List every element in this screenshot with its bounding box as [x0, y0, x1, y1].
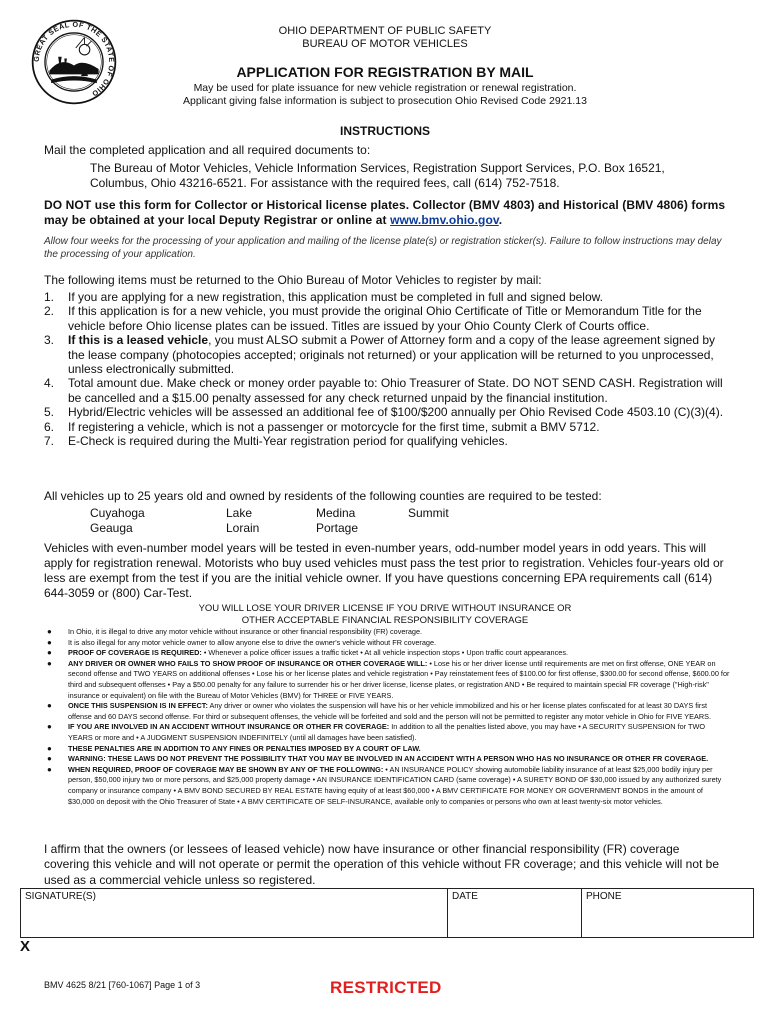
- county-lorain: Lorain: [226, 521, 260, 535]
- item-number: 1.: [44, 290, 55, 304]
- bullet-icon: ●: [47, 637, 52, 647]
- item-number: 2.: [44, 304, 55, 319]
- item-text: , you must ALSO submit a Power of Attorney form and a copy of the lease agreement signed by the lease company (photocopies accepted; originals not returned) or your application will be returned to you unprocessed, unless electronically submitted.: [68, 333, 716, 377]
- item-text: Total amount due. Make check or money order payable to: Ohio Treasurer of State. DO NOT SEND CASH. Registration will be cancelled and a $15.00 penalty assessed for any check returned unpaid by the financial institution.: [68, 376, 723, 405]
- bullet-text: • Lose his or her driver license until requirements are met on first offense, ONE YEAR on second offense and TWO YEARS on additional offenses • Lose his or her license plates and vehicle registration • Pay reinstatement fees of $100.00 for first offense, $300.00 for second offense, $600.00 for third and subsequent offenses • Pay a $50.00 penalty for any failure to surrender his or her driver license, license plates, or registration AND • Be required to maintain special FR coverage ("High-risk" insurance or equivalent) on file with the Bureau of Motor Vehicles (BMV) for THREE or FIVE YEARS.: [68, 658, 730, 700]
- date-field[interactable]: [447, 889, 582, 937]
- bullet-text: In Ohio, it is illegal to drive any motor vehicle without insurance or other financial responsibility (FR) coverage.: [68, 627, 423, 636]
- phone-field[interactable]: [581, 889, 754, 937]
- item-number: 5.: [44, 405, 55, 420]
- bullet-text: In addition to all the penalties listed above, you may have • A SECURITY SUSPENSION for TWO YEARS or more and • A JUDGMENT SUSPENSION INDEFINITELY (until all damages have been satisfied).: [68, 722, 706, 742]
- item-number: 7.: [44, 434, 55, 449]
- form-subtitle-1: May be used for plate issuance for new vehicle registration or renewal registration.: [193, 82, 577, 94]
- mailing-address: The Bureau of Motor Vehicles, Vehicle Information Services, Registration Support Services, P.O. Box 16521, Columbus, Ohio 43216-6521. For assistance with the required fees, call (614) 752-7518.: [90, 161, 665, 190]
- bullet-icon: ●: [47, 764, 52, 774]
- list-item: [44, 304, 726, 333]
- mail-intro: Mail the completed application and all required documents to:: [44, 143, 371, 157]
- svg-text:GREAT SEAL OF THE STATE OF OHI: GREAT SEAL OF THE STATE OF OHIO: [31, 19, 117, 99]
- warning-text: DO NOT use this form for Collector or Historical license plates. Collector (BMV 4803) and Historical (BMV 4806) forms may be obtained at your local Deputy Registrar or online at: [44, 198, 726, 227]
- emissions-paragraph: Vehicles with even-number model years will be tested in even-number years, odd-number model years in odd years. This will apply for registration renewal. Motorists who buy used vehicles must pass the test prior to registration. Vehicles four-years old or less are exempt from the test if you are the initial vehicle owner. If you have questions concerning EPA requirements call (614) 644-3059 or (800) Car-Test.: [44, 541, 724, 600]
- date-label: DATE: [452, 891, 478, 902]
- list-item: [44, 754, 730, 765]
- item-text: Hybrid/Electric vehicles will be assessed an additional fee of $100/$200 annually per Ohio Revised Code 4503.10 (C)(3)(4).: [68, 405, 724, 420]
- form-id-footer: BMV 4625 8/21 [760-1067] Page 1 of 3: [44, 980, 201, 990]
- county-cuyahoga: Cuyahoga: [90, 506, 145, 520]
- list-item: [44, 290, 726, 304]
- form-subtitle-2: Applicant giving false information is subject to prosecution Ohio Revised Code 2921.13: [183, 95, 587, 107]
- list-item: [44, 333, 726, 376]
- form-title: APPLICATION FOR REGISTRATION BY MAIL: [236, 64, 534, 80]
- signature-x-mark[interactable]: X: [20, 938, 31, 955]
- bullet-icon: ●: [47, 658, 52, 668]
- bullet-icon: ●: [47, 722, 52, 732]
- bullet-icon: ●: [47, 754, 52, 764]
- bullet-icon: ●: [47, 743, 52, 753]
- bullet-bold-text: IF YOU ARE INVOLVED IN AN ACCIDENT WITHOUT INSURANCE OR OTHER FR COVERAGE:: [68, 722, 390, 732]
- bullet-bold-text: WARNING: THESE LAWS DO NOT PREVENT THE POSSIBILITY THAT YOU MAY BE INVOLVED IN AN ACCIDENT WITH A PERSON WHO HAS NO INSURANCE OR OTHER FR COVERAGE.: [68, 754, 709, 764]
- state-seal-icon: [30, 18, 118, 106]
- bullet-text: Any driver or owner who violates the suspension will have his or her vehicle immobilized and his or her license plates confiscated for at least 30 DAYS first offense and 60 DAYS second offense. For third or subsequent offenses, the vehicle will be forfeited and sold and the person will not be permitted to register any motor vehicle in Ohio for FIVE YEARS.: [68, 701, 712, 721]
- bullet-text: • AN INSURANCE POLICY showing automobile liability insurance of at least $25,000 bodily injury per person, $50,000 injury two or more persons, and $25,000 property damage • AN INSURANCE IDENTIFICATION CARD (same coverage) • A SURETY BOND OF $30,000 issued by any authorized surety company or insurance company • A BMV BOND SECURED BY REAL ESTATE having equity of at least $60,000 • A BMV CERTIFICATE FOR MONEY OR GOVERNMENT BONDS in the amount of $30,000 on deposit with the Ohio Treasurer of State • A BMV CERTIFICATE OF SELF-INSURANCE, available only to companies or persons who own at least twenty-six motor vehicles.: [68, 764, 722, 806]
- list-item: [44, 420, 726, 434]
- bullet-icon: ●: [47, 701, 52, 711]
- required-items-intro: The following items must be returned to the Ohio Bureau of Motor Vehicles to register by mail:: [44, 273, 542, 287]
- bullet-icon: ●: [47, 627, 52, 636]
- item-number: 4.: [44, 376, 55, 391]
- phone-label: PHONE: [586, 891, 622, 902]
- signature-label: SIGNATURE(S): [25, 891, 96, 902]
- list-item: [44, 376, 726, 405]
- restricted-stamp: RESTRICTED: [330, 978, 442, 997]
- item-text: If you are applying for a new registration, this application must be completed in full and signed below.: [68, 290, 603, 304]
- bullet-bold-text: THESE PENALTIES ARE IN ADDITION TO ANY FINES OR PENALTIES IMPOSED BY A COURT OF LAW.: [68, 743, 421, 753]
- bullet-text: It is also illegal for any motor vehicle owner to allow anyone else to drive the owner's vehicle without FR coverage.: [68, 637, 437, 647]
- bureau-name: BUREAU OF MOTOR VEHICLES: [302, 38, 468, 50]
- warning-end: .: [498, 213, 503, 227]
- bullet-bold-text: ONCE THIS SUSPENSION IS IN EFFECT:: [68, 701, 208, 711]
- processing-time-note: Allow four weeks for the processing of your application and mailing of the license plate(s) or registration sticker(s). Failure to follow instructions may delay the processing of your application.: [44, 236, 722, 260]
- bullet-bold-text: ANY DRIVER OR OWNER WHO FAILS TO SHOW PROOF OF INSURANCE OR OTHER COVERAGE WILL:: [68, 658, 428, 668]
- insurance-bullets: [44, 627, 730, 807]
- list-item: [44, 701, 730, 722]
- signature-box: [20, 888, 754, 938]
- insurance-affirmation: I affirm that the owners (or lessees of leased vehicle) now have insurance or other financial responsibility (FR) coverage covering this vehicle and will not operate or permit the operation of this vehicle without FR coverage; and this vehicle will not be used as a commercial vehicle unless so registered.: [44, 842, 720, 887]
- list-item: [44, 638, 730, 649]
- insurance-heading-2: OTHER ACCEPTABLE FINANCIAL RESPONSIBILITY COVERAGE: [241, 615, 529, 626]
- emissions-test-intro: All vehicles up to 25 years old and owned by residents of the following counties are required to be tested:: [44, 489, 602, 503]
- insurance-heading-1: YOU WILL LOSE YOUR DRIVER LICENSE IF YOU DRIVE WITHOUT INSURANCE OR: [198, 603, 572, 614]
- county-lake: Lake: [226, 506, 253, 520]
- bullet-icon: ●: [47, 648, 52, 658]
- item-number: 6.: [44, 419, 55, 434]
- list-item: [44, 648, 730, 659]
- list-item: [44, 405, 726, 419]
- bullet-bold-text: PROOF OF COVERAGE IS REQUIRED:: [68, 648, 202, 658]
- county-medina: Medina: [316, 506, 356, 520]
- county-summit: Summit: [408, 506, 449, 520]
- county-portage: Portage: [316, 521, 359, 535]
- list-item: [44, 722, 730, 743]
- bullet-bold-text: WHEN REQUIRED, PROOF OF COVERAGE MAY BE SHOWN BY ANY OF THE FOLLOWING:: [68, 764, 384, 774]
- item-text: If registering a vehicle, which is not a passenger or motorcycle for the first time, submit a BMV 5712.: [68, 419, 600, 434]
- county-geauga: Geauga: [90, 521, 133, 535]
- list-item: [44, 659, 730, 701]
- bmv-website-link[interactable]: www.bmv.ohio.gov: [390, 213, 499, 227]
- list-item: [44, 744, 730, 755]
- instructions-heading: INSTRUCTIONS: [340, 124, 430, 138]
- list-item: [44, 434, 726, 448]
- item-text: If this application is for a new vehicle, you must provide the original Ohio Certificate of Title or Memorandum Title for the vehicle before Ohio license plates can be issued. Titles are issued by your Ohio County Clerk of Courts office.: [68, 304, 702, 333]
- item-text: E-Check is required during the Multi-Year registration period for qualifying vehicles.: [68, 434, 508, 449]
- collector-plate-warning: [44, 198, 726, 228]
- department-name: OHIO DEPARTMENT OF PUBLIC SAFETY: [278, 25, 492, 37]
- required-items-list: [44, 290, 726, 448]
- list-item: [44, 627, 730, 638]
- list-item: [44, 765, 730, 807]
- item-bold-text: If this is a leased vehicle: [68, 333, 209, 348]
- item-number: 3.: [44, 333, 55, 348]
- bullet-text: • Whenever a police officer issues a traffic ticket • At all vehicle inspection stops • Upon traffic court appearances.: [201, 648, 569, 658]
